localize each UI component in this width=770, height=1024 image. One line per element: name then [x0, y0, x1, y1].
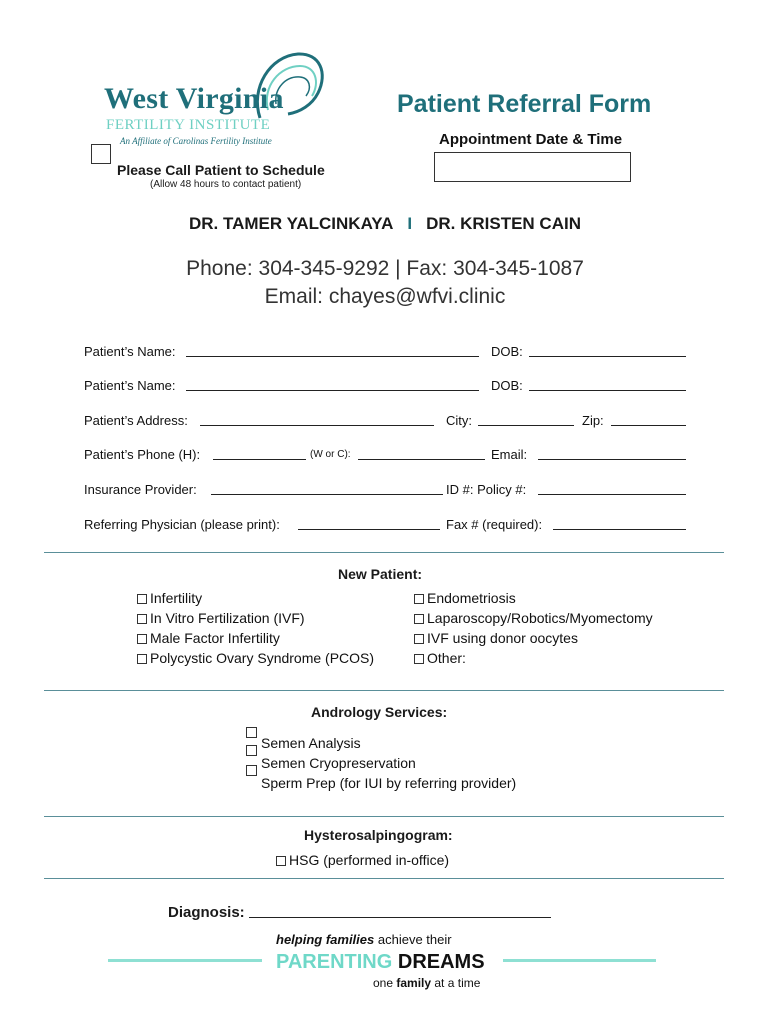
patient-name-1-label: Patient’s Name: — [84, 344, 176, 359]
diagnosis-label: Diagnosis: — [168, 904, 245, 921]
diagnosis-field[interactable] — [249, 917, 551, 918]
call-patient-label: Please Call Patient to Schedule — [117, 162, 325, 178]
dob-1-label: DOB: — [491, 344, 523, 359]
dob-1-field[interactable] — [529, 356, 686, 357]
np-option-donor-oocytes[interactable]: IVF using donor oocytes — [414, 630, 578, 646]
patient-name-1-field[interactable] — [186, 356, 479, 357]
appointment-date-time-field[interactable] — [434, 152, 631, 182]
city-label: City: — [446, 413, 472, 428]
checkbox-icon[interactable] — [137, 654, 147, 664]
np-option-male-factor[interactable]: Male Factor Infertility — [137, 630, 280, 646]
np-option-infertility[interactable]: Infertility — [137, 590, 202, 606]
checkbox-icon[interactable] — [414, 634, 424, 644]
contact-email: Email: chayes@wfvi.clinic — [264, 285, 506, 308]
np-option-other[interactable]: Other: — [414, 650, 466, 666]
checkbox-icon[interactable] — [137, 614, 147, 624]
new-patient-title: New Patient: — [338, 566, 423, 582]
hsg-option[interactable]: HSG (performed in-office) — [276, 852, 449, 868]
checkbox-icon[interactable] — [276, 856, 286, 866]
fax-label: Fax # (required): — [446, 517, 543, 532]
tagline-line-2: PARENTING DREAMS — [276, 951, 485, 973]
tagline-line-1: helping families achieve their — [276, 932, 452, 947]
andrology-title: Andrology Services: — [311, 704, 448, 720]
logo-subtitle: FERTILITY INSTITUTE — [106, 117, 271, 133]
andrology-semen-cryo: Semen Cryopreservation — [261, 755, 416, 771]
patient-name-2-field[interactable] — [186, 390, 479, 391]
address-field[interactable] — [200, 425, 434, 426]
andrology-checkbox-2[interactable] — [246, 745, 257, 756]
doctor-1: DR. TAMER YALCINKAYA — [189, 214, 394, 233]
zip-field[interactable] — [611, 425, 686, 426]
andrology-checkbox-3[interactable] — [246, 765, 257, 776]
doctor-2: DR. KRISTEN CAIN — [426, 214, 581, 233]
doctors-line — [0, 214, 770, 234]
form-title: Patient Referral Form — [397, 90, 652, 118]
referring-label: Referring Physician (please print): — [84, 517, 280, 532]
phone-wc-field[interactable] — [358, 459, 485, 460]
tagline-left-rule — [108, 959, 262, 962]
dob-2-label: DOB: — [491, 378, 523, 393]
checkbox-icon[interactable] — [414, 614, 424, 624]
np-option-endometriosis[interactable]: Endometriosis — [414, 590, 516, 606]
checkbox-icon[interactable] — [414, 594, 424, 604]
id-policy-field[interactable] — [538, 494, 686, 495]
city-field[interactable] — [478, 425, 574, 426]
email-label: Email: — [491, 447, 528, 462]
tagline-right-rule — [503, 959, 656, 962]
andrology-semen-analysis: Semen Analysis — [261, 735, 361, 751]
np-option-pcos[interactable]: Polycystic Ovary Syndrome (PCOS) — [137, 650, 374, 666]
checkbox-icon[interactable] — [137, 594, 147, 604]
patient-name-2-label: Patient’s Name: — [84, 378, 176, 393]
call-patient-checkbox[interactable] — [91, 144, 111, 164]
address-label: Patient’s Address: — [84, 413, 188, 428]
divider-2 — [44, 690, 724, 691]
divider-1 — [44, 552, 724, 553]
doctor-separator: I — [407, 214, 413, 233]
insurance-label: Insurance Provider: — [84, 482, 197, 497]
hsg-title: Hysterosalpingogram: — [304, 827, 453, 843]
checkbox-icon[interactable] — [137, 634, 147, 644]
call-patient-note: (Allow 48 hours to contact patient) — [150, 179, 302, 190]
phone-h-field[interactable] — [213, 459, 306, 460]
np-option-ivf[interactable]: In Vitro Fertilization (IVF) — [137, 610, 305, 626]
appointment-label: Appointment Date & Time — [439, 131, 623, 148]
divider-3 — [44, 816, 724, 817]
fax-field[interactable] — [553, 529, 686, 530]
divider-4 — [44, 878, 724, 879]
logo-affiliate: An Affiliate of Carolinas Fertility Institute — [120, 136, 272, 146]
contact-phone-fax: Phone: 304-345-9292 | Fax: 304-345-1087 — [186, 257, 584, 280]
andrology-sperm-prep: Sperm Prep (for IUI by referring provider) — [261, 775, 517, 791]
phone-wc-label: (W or C): — [310, 449, 351, 460]
checkbox-icon[interactable] — [414, 654, 424, 664]
zip-label: Zip: — [582, 413, 604, 428]
insurance-field[interactable] — [211, 494, 443, 495]
dob-2-field[interactable] — [529, 390, 686, 391]
andrology-checkbox-1[interactable] — [246, 727, 257, 738]
tagline-line-3: one family at a time — [373, 976, 481, 990]
np-option-laparoscopy[interactable]: Laparoscopy/Robotics/Myomectomy — [414, 610, 653, 626]
logo-title: West Virginia — [104, 82, 284, 115]
phone-h-label: Patient’s Phone (H): — [84, 447, 201, 462]
email-field[interactable] — [538, 459, 686, 460]
id-policy-label: ID #: Policy #: — [446, 482, 527, 497]
referring-field[interactable] — [298, 529, 440, 530]
